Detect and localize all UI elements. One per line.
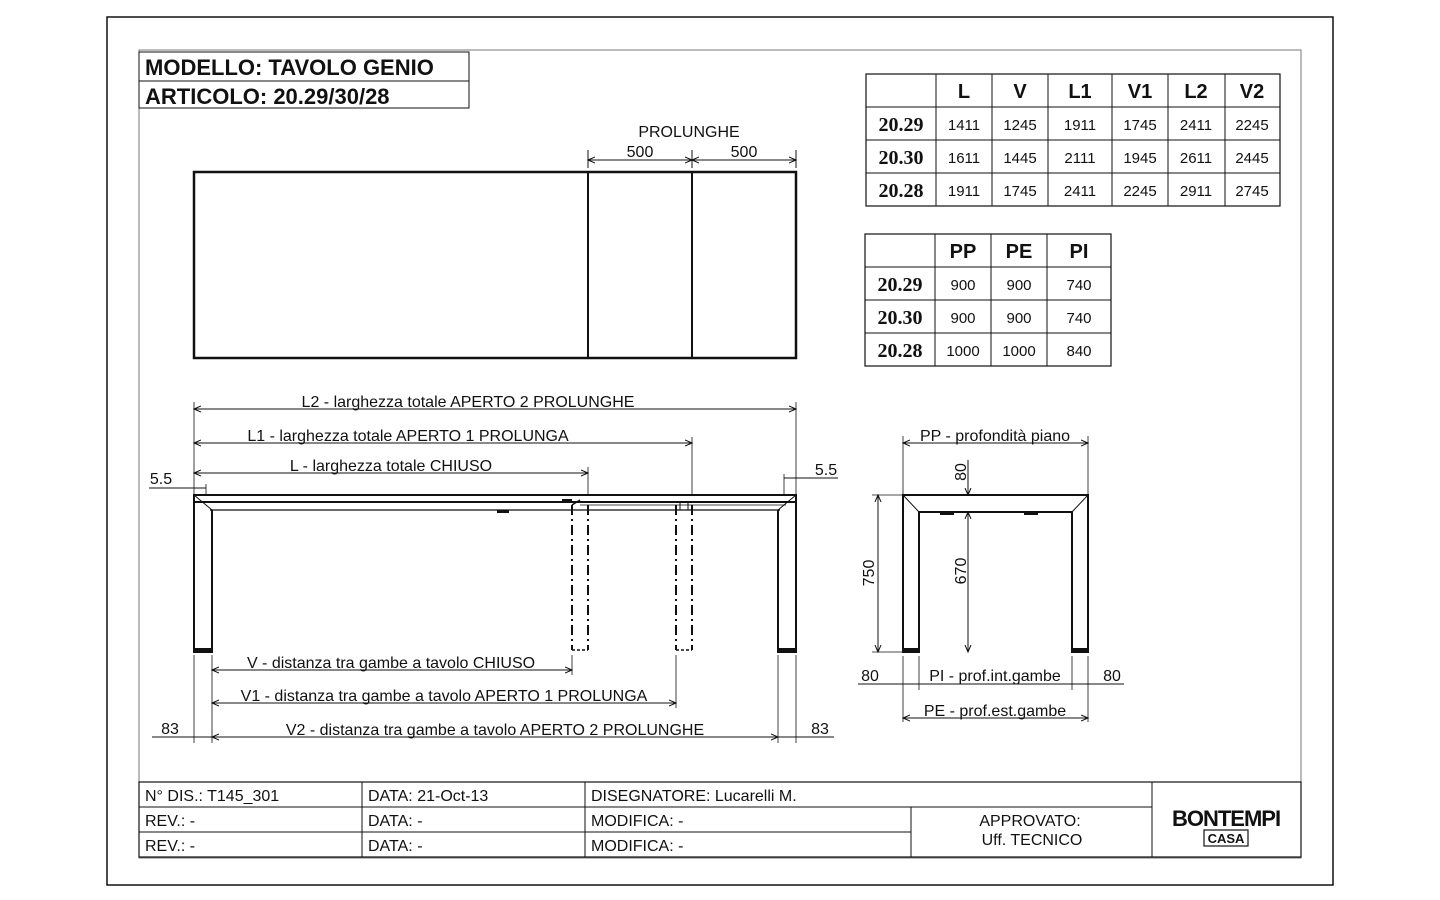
width-cell: 1911 <box>1063 117 1097 134</box>
side-leg-right-dim: 80 <box>1103 668 1121 685</box>
width-cell: 2245 <box>1123 183 1157 200</box>
width-cell: 2611 <box>1179 150 1213 167</box>
logo-sub-text: CASA <box>1207 831 1245 846</box>
overhang-right-dim: 5.5 <box>814 462 838 479</box>
l2-label: L2 - larghezza totale APERTO 2 PROLUNGHE <box>301 394 635 411</box>
model-title: MODELLO: TAVOLO GENIO <box>145 55 434 80</box>
v2-label: V2 - distanza tra gambe a tavolo APERTO 2 PROLUNGHE <box>285 722 705 739</box>
width-header-l: L <box>957 81 971 103</box>
depth-cell: 900 <box>1006 310 1032 327</box>
depth-cell: 840 <box>1066 343 1092 360</box>
depth-header-pe: PE <box>1005 241 1033 263</box>
width-header-v: V <box>1013 81 1027 103</box>
depth-cell: 1000 <box>946 343 980 360</box>
pi-label: PI - prof.int.gambe <box>929 668 1061 685</box>
width-cell: 1911 <box>947 183 981 200</box>
revision-2-date: DATA: - <box>368 838 423 855</box>
revision-1: REV.: - <box>145 813 196 830</box>
width-cell: 2411 <box>1063 183 1097 200</box>
l1-label: L1 - larghezza totale APERTO 1 PROLUNGA <box>247 428 569 445</box>
table-top-outline <box>194 172 796 358</box>
width-cell: 2245 <box>1235 117 1269 134</box>
width-cell: 1445 <box>1003 150 1037 167</box>
designer: DISEGNATORE: Lucarelli M. <box>591 788 797 805</box>
depth-cell: 900 <box>950 277 976 294</box>
top-thickness-dim: 80 <box>953 463 970 481</box>
revision-1-change: MODIFICA: - <box>591 813 684 830</box>
width-cell: 1611 <box>947 150 981 167</box>
total-height-dim: 750 <box>861 559 878 587</box>
approved-by: Uff. TECNICO <box>981 832 1083 849</box>
extension-1-dim: 500 <box>626 144 654 161</box>
front-right-leg <box>778 495 796 652</box>
pp-label: PP - profondità piano <box>919 428 1071 445</box>
extension-2-dim: 500 <box>730 144 758 161</box>
revision-2-change: MODIFICA: - <box>591 838 684 855</box>
depth-cell: 900 <box>950 310 976 327</box>
depth-cell: 740 <box>1066 277 1092 294</box>
extensions-label: PROLUNGHE <box>638 124 740 141</box>
width-cell: 2745 <box>1235 183 1269 200</box>
logo-main-text: BONTEMPI <box>1171 806 1281 831</box>
v1-label: V1 - distanza tra gambe a tavolo APERTO 1 PROLUNGA <box>240 688 648 705</box>
front-view <box>149 394 838 743</box>
pe-label: PE - prof.est.gambe <box>923 703 1067 720</box>
width-cell: 1411 <box>947 117 981 134</box>
width-cell: 2111 <box>1064 150 1096 167</box>
article-title: ARTICOLO: 20.29/30/28 <box>145 84 390 109</box>
drawing-number: N° DIS.: T145_301 <box>145 788 280 805</box>
revision-2: REV.: - <box>145 838 196 855</box>
width-cell: 1745 <box>1123 117 1157 134</box>
under-height-dim: 670 <box>953 557 970 585</box>
width-cell: 2911 <box>1179 183 1213 200</box>
width-row-code: 20.30 <box>878 147 924 169</box>
footer-title-block <box>139 782 1301 857</box>
width-cell: 1945 <box>1123 150 1157 167</box>
side-leg-left-dim: 80 <box>861 668 879 685</box>
depth-cell: 900 <box>1006 277 1032 294</box>
extension-legs-dashed <box>572 505 692 650</box>
l-label: L - larghezza totale CHIUSO <box>289 458 493 475</box>
overhang-left-dim: 5.5 <box>149 471 173 488</box>
depth-cell: 1000 <box>1002 343 1036 360</box>
width-row-code: 20.29 <box>878 114 924 136</box>
width-row-code: 20.28 <box>878 180 924 202</box>
front-tabletop <box>194 495 796 502</box>
depth-header-pi: PI <box>1069 241 1089 263</box>
front-left-leg <box>194 495 212 652</box>
width-header-l1: L1 <box>1068 81 1092 103</box>
depth-table <box>865 234 1111 366</box>
width-header-v1: V1 <box>1127 81 1153 103</box>
depth-row-code: 20.29 <box>877 274 923 296</box>
depth-cell: 740 <box>1066 310 1092 327</box>
approved-label: APPROVATO: <box>979 813 1081 830</box>
width-table <box>866 74 1280 206</box>
side-view <box>858 428 1124 722</box>
width-cell: 2445 <box>1235 150 1269 167</box>
depth-row-code: 20.30 <box>877 307 923 329</box>
width-header-l2: L2 <box>1184 81 1208 103</box>
drawing-date: DATA: 21-Oct-13 <box>368 788 489 805</box>
width-cell: 1745 <box>1003 183 1037 200</box>
width-header-v2: V2 <box>1239 81 1265 103</box>
depth-row-code: 20.28 <box>877 340 923 362</box>
depth-header-pp: PP <box>949 241 977 263</box>
revision-1-date: DATA: - <box>368 813 423 830</box>
leg-right-dim: 83 <box>811 721 829 738</box>
outer-frame <box>107 17 1333 885</box>
width-cell: 2411 <box>1179 117 1213 134</box>
bontempi-casa-logo <box>1172 806 1280 846</box>
side-frame <box>903 495 1088 652</box>
top-view <box>194 124 796 358</box>
leg-left-dim: 83 <box>161 721 179 738</box>
title-block <box>139 52 469 109</box>
v-label: V - distanza tra gambe a tavolo CHIUSO <box>246 655 536 672</box>
width-cell: 1245 <box>1003 117 1037 134</box>
